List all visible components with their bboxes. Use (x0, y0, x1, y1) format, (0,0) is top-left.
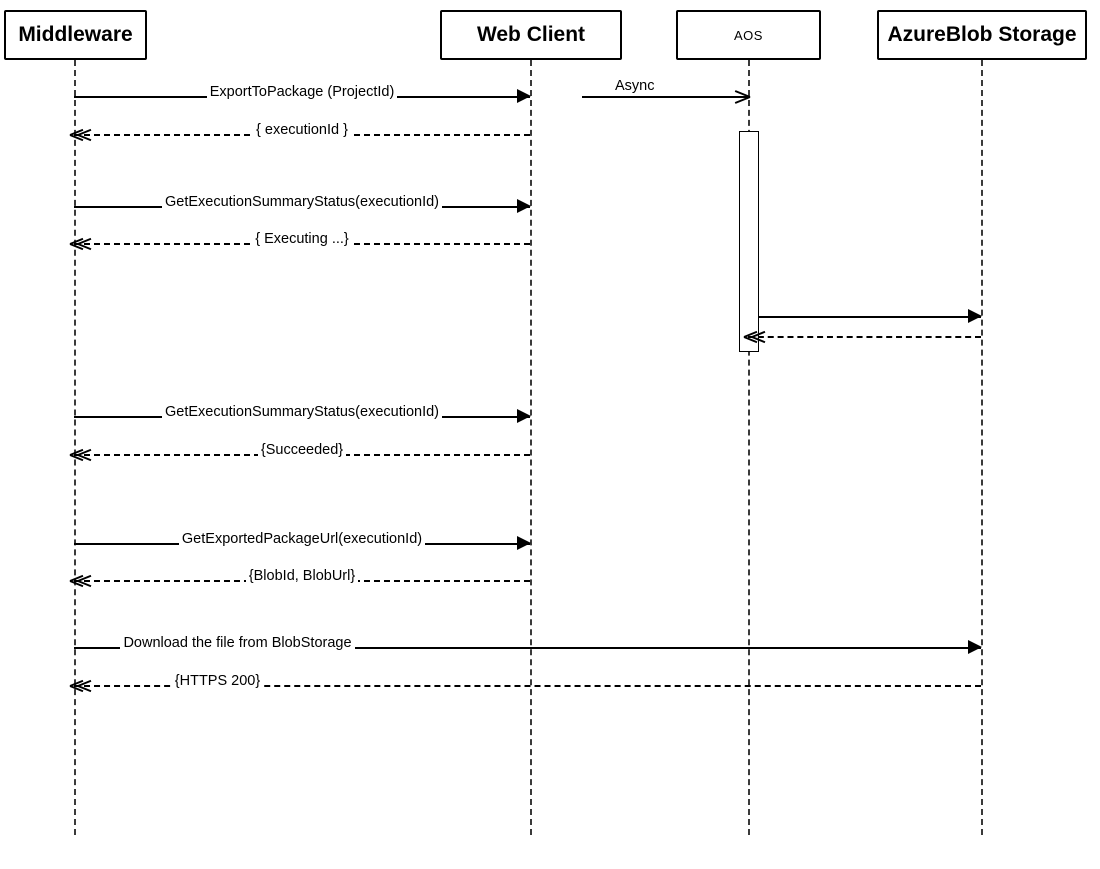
activation-bar-aos (739, 131, 759, 352)
message-label: GetExportedPackageUrl(executionId) (74, 531, 530, 547)
message-line (748, 336, 981, 338)
message-label: { Executing ...} (74, 231, 530, 247)
actor-middleware[interactable] (4, 10, 147, 60)
message-label: {HTTPS 200} (74, 673, 361, 689)
message-execution-id-return[interactable] (74, 123, 530, 145)
message-label: Download the file from BlobStorage (74, 635, 401, 651)
message-download-file[interactable] (74, 636, 981, 658)
message-succeeded-return[interactable] (74, 443, 530, 465)
open-arrow-head-icon (734, 87, 750, 105)
message-label: {BlobId, BlobUrl} (74, 568, 530, 584)
message-export-to-package[interactable] (74, 85, 530, 107)
lifeline-azure-blob (981, 60, 983, 835)
message-https-200-return[interactable] (74, 674, 981, 696)
message-async-label: Async (612, 78, 658, 94)
actor-web-client-label: Web Client (476, 23, 586, 46)
open-arrow-head-icon-2 (752, 327, 772, 345)
actor-aos-label: AOS (734, 27, 763, 43)
message-label: ExportToPackage (ProjectId) (74, 84, 530, 100)
arrow-head-icon (968, 640, 982, 654)
message-blob-to-aos-return[interactable] (748, 325, 981, 347)
actor-middleware-label: Middleware (18, 23, 133, 46)
actor-web-client[interactable] (440, 10, 622, 60)
message-aos-to-blob[interactable] (759, 305, 981, 327)
actor-aos[interactable] (676, 10, 821, 60)
message-async[interactable] (582, 85, 748, 107)
actor-azure-blob[interactable] (877, 10, 1087, 60)
actor-azure-blob-label: AzureBlob Storage (887, 23, 1077, 46)
lifeline-web-client (530, 60, 532, 835)
message-label: GetExecutionSummaryStatus(executionId) (74, 404, 530, 420)
message-line (759, 316, 981, 318)
message-line (582, 96, 748, 98)
message-label: { executionId } (74, 122, 530, 138)
message-label: GetExecutionSummaryStatus(executionId) (74, 194, 530, 210)
message-label: {Succeeded} (74, 442, 530, 458)
message-get-exported-package-url[interactable] (74, 532, 530, 554)
arrow-head-icon (968, 309, 982, 323)
message-executing-return[interactable] (74, 232, 530, 254)
message-blob-id-url-return[interactable] (74, 569, 530, 591)
message-get-execution-summary-status-2[interactable] (74, 405, 530, 427)
message-get-execution-summary-status-1[interactable] (74, 195, 530, 217)
